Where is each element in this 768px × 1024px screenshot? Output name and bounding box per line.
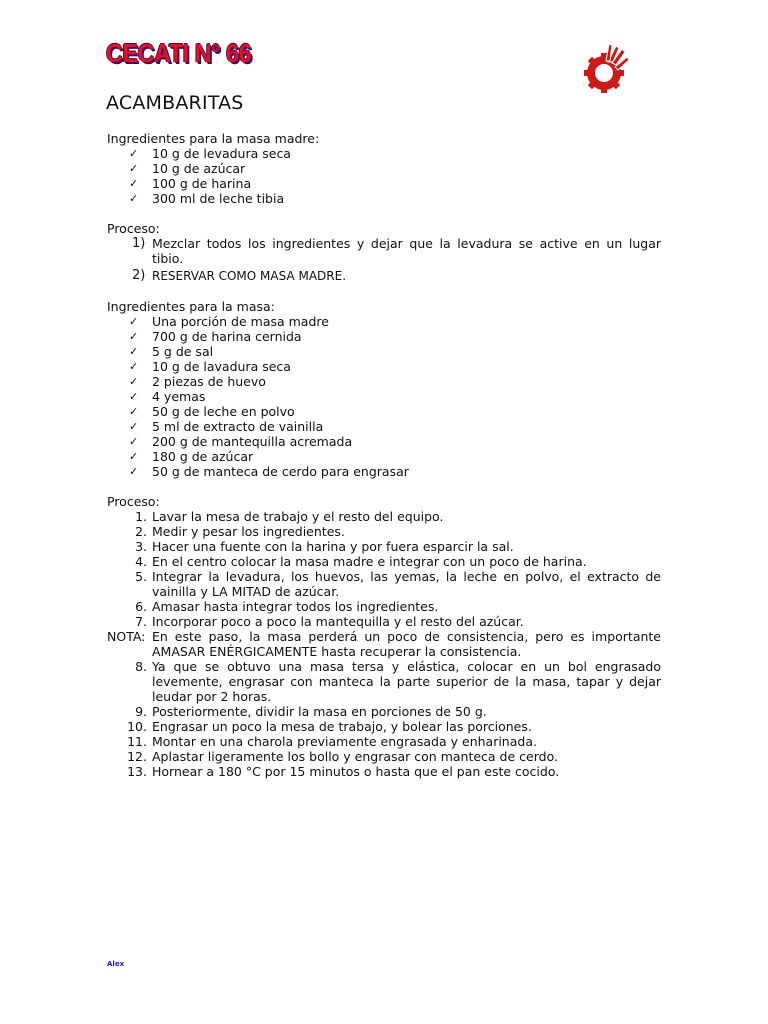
- checkmark-icon: ✓: [129, 345, 139, 358]
- list-item: ✓ 10 g de lavadura seca: [129, 359, 291, 374]
- checkmark-icon: ✓: [129, 450, 139, 463]
- checkmark-icon: ✓: [129, 420, 139, 433]
- list-item: ✓ 10 g de levadura seca: [129, 146, 291, 161]
- checkmark-icon: ✓: [129, 375, 139, 388]
- list-item: 12. Aplastar ligeramente los bollo y engrasar con manteca de cerdo.: [127, 749, 558, 764]
- proceso-heading: Proceso:: [107, 494, 160, 509]
- masa-list: [107, 314, 661, 479]
- checkmark-icon: ✓: [129, 315, 139, 328]
- cecati-logo: CECATI N° 66: [106, 38, 252, 68]
- checkmark-icon: ✓: [129, 147, 139, 160]
- list-item: 1. Lavar la mesa de trabajo y el resto del equipo.: [135, 509, 444, 524]
- masa-madre-heading: Ingredientes para la masa madre:: [107, 131, 320, 146]
- list-item: ✓ 50 g de leche en polvo: [129, 404, 295, 419]
- list-item: ✓ 700 g de harina cernida: [129, 329, 302, 344]
- checkmark-icon: ✓: [129, 177, 139, 190]
- list-item: 2) RESERVAR COMO MASA MADRE.: [132, 268, 347, 283]
- list-item: 10. Engrasar un poco la mesa de trabajo, y bolear las porciones.: [127, 719, 532, 734]
- list-item: 2. Medir y pesar los ingredientes.: [135, 524, 345, 539]
- list-item: ✓ 2 piezas de huevo: [129, 374, 266, 389]
- list-item: 4. En el centro colocar la masa madre e integrar con un poco de harina.: [135, 554, 587, 569]
- list-item: ✓ 5 g de sal: [129, 344, 214, 359]
- recipe-content: [107, 131, 661, 779]
- list-item: 8. Ya que se obtuvo una masa tersa y elástica, colocar en un bol engrasado levemente, engrasar con manteca la parte superior de la masa, tapar y dejar leudar por 2 horas.: [135, 659, 661, 704]
- proceso-heading: Proceso:: [107, 221, 160, 236]
- checkmark-icon: ✓: [129, 192, 139, 205]
- list-item: 13. Hornear a 180 °C por 15 minutos o hasta que el pan este cocido.: [127, 764, 560, 779]
- list-item: ✓ 5 ml de extracto de vainilla: [129, 419, 324, 434]
- list-item: ✓ 10 g de azúcar: [129, 161, 246, 176]
- footer-author: Alex: [107, 960, 125, 968]
- checkmark-icon: ✓: [129, 390, 139, 403]
- list-item: ✓ 4 yemas: [129, 389, 206, 404]
- list-item: ✓ Una porción de masa madre: [129, 314, 329, 329]
- page-title: ACAMBARITAS: [106, 92, 244, 114]
- list-item: ✓ 100 g de harina: [129, 176, 252, 191]
- checkmark-icon: ✓: [129, 162, 139, 175]
- checkmark-icon: ✓: [129, 435, 139, 448]
- list-item: ✓ 300 ml de leche tibia: [129, 191, 285, 206]
- list-item: 6. Amasar hasta integrar todos los ingredientes.: [135, 599, 439, 614]
- checkmark-icon: ✓: [129, 405, 139, 418]
- list-item: ✓ 180 g de azúcar: [129, 449, 254, 464]
- nota-note: NOTA: En este paso, la masa perderá un poco de consistencia, pero es importante AMASAR ENÉRGICAMENTE hasta recuperar la consistencia.: [107, 629, 661, 659]
- checkmark-icon: ✓: [129, 360, 139, 373]
- list-item: ✓ 200 g de mantequilla acremada: [129, 434, 353, 449]
- list-item: 5. Integrar la levadura, los huevos, las yemas, la leche en polvo, el extracto de vainilla y LA MITAD de azúcar.: [135, 569, 661, 599]
- gear-hand-emblem-icon: [582, 40, 630, 94]
- list-item: 7. Incorporar poco a poco la mantequilla y el resto del azúcar.: [135, 614, 524, 629]
- checkmark-icon: ✓: [129, 330, 139, 343]
- list-item: 1) Mezclar todos los ingredientes y dejar que la levadura se active en un lugar tibio.: [132, 236, 661, 266]
- list-item: 3. Hacer una fuente con la harina y por fuera esparcir la sal.: [135, 539, 514, 554]
- masa-heading: Ingredientes para la masa:: [107, 299, 275, 314]
- masa-madre-list: [107, 146, 661, 206]
- checkmark-icon: ✓: [129, 465, 139, 478]
- list-item: 9. Posteriormente, dividir la masa en porciones de 50 g.: [135, 704, 487, 719]
- list-item: 11. Montar en una charola previamente engrasada y enharinada.: [127, 734, 537, 749]
- list-item: ✓ 50 g de manteca de cerdo para engrasar: [129, 464, 409, 479]
